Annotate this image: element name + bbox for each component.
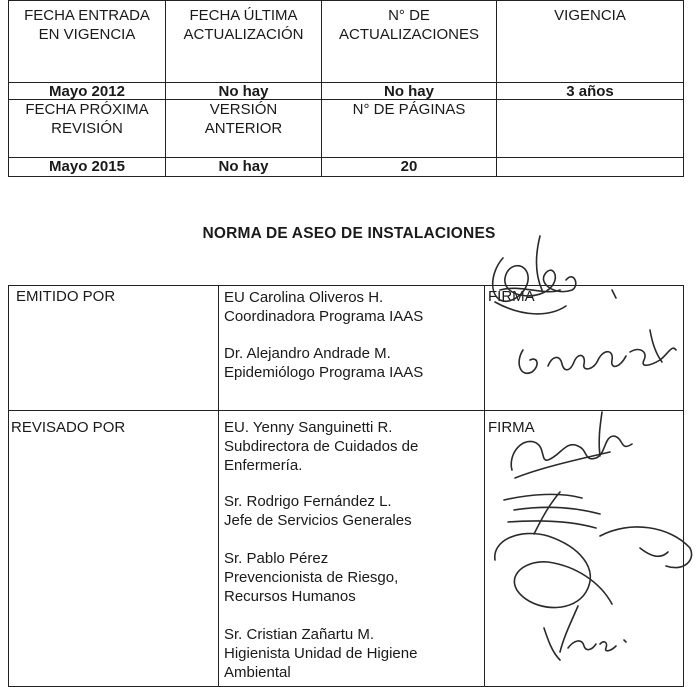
person-name: EU. Yenny Sanguinetti R. <box>224 419 393 436</box>
person-role: Jefe de Servicios Generales <box>224 512 412 529</box>
person-name: Sr. Rodrigo Fernández L. <box>224 493 392 510</box>
label-fecha-proxima: FECHA PRÓXIMA REVISIÓN <box>25 101 149 137</box>
person-name: EU Carolina Oliveros H. <box>224 289 384 306</box>
label-num-actualizaciones: N° DE ACTUALIZACIONES <box>338 7 480 43</box>
person-name: Dr. Alejandro Andrade M. <box>224 345 391 362</box>
person-role: Epidemiólogo Programa IAAS <box>224 364 424 381</box>
label-fecha-ultima: FECHA ÚLTIMA ACTUALIZACIÓN <box>183 7 304 43</box>
document-title: NORMA DE ASEO DE INSTALACIONES <box>202 225 496 242</box>
person-role: Coordinadora Programa IAAS <box>224 308 424 325</box>
value-fecha-proxima: Mayo 2015 <box>49 158 125 175</box>
value-fecha-entrada: Mayo 2012 <box>49 83 125 100</box>
value-vigencia: 3 años <box>566 83 614 100</box>
value-fecha-ultima: No hay <box>218 83 269 100</box>
label-fecha-entrada: FECHA ENTRADA EN VIGENCIA <box>24 7 150 43</box>
person-name: Sr. Pablo Pérez <box>224 550 329 567</box>
value-num-actualizaciones: No hay <box>383 83 434 100</box>
person-role: Prevencionista de Riesgo, Recursos Humanos <box>224 569 399 605</box>
emitido-firma-label: FIRMA <box>488 288 535 305</box>
emitido-por-label: EMITIDO POR <box>16 288 116 305</box>
person-role: Higienista Unidad de Higiene Ambiental <box>224 645 418 681</box>
label-version-anterior: VERSIÓN ANTERIOR <box>204 101 283 137</box>
revisado-firma-label: FIRMA <box>488 419 535 436</box>
revisado-por-label: REVISADO POR <box>11 419 126 436</box>
person-role: Subdirectora de Cuidados de Enfermería. <box>224 438 419 474</box>
label-num-paginas: N° DE PÁGINAS <box>352 101 466 118</box>
value-num-paginas: 20 <box>400 158 418 175</box>
label-vigencia: VIGENCIA <box>554 7 626 24</box>
value-version-anterior: No hay <box>218 158 269 175</box>
person-name: Sr. Cristian Zañartu M. <box>224 626 375 643</box>
